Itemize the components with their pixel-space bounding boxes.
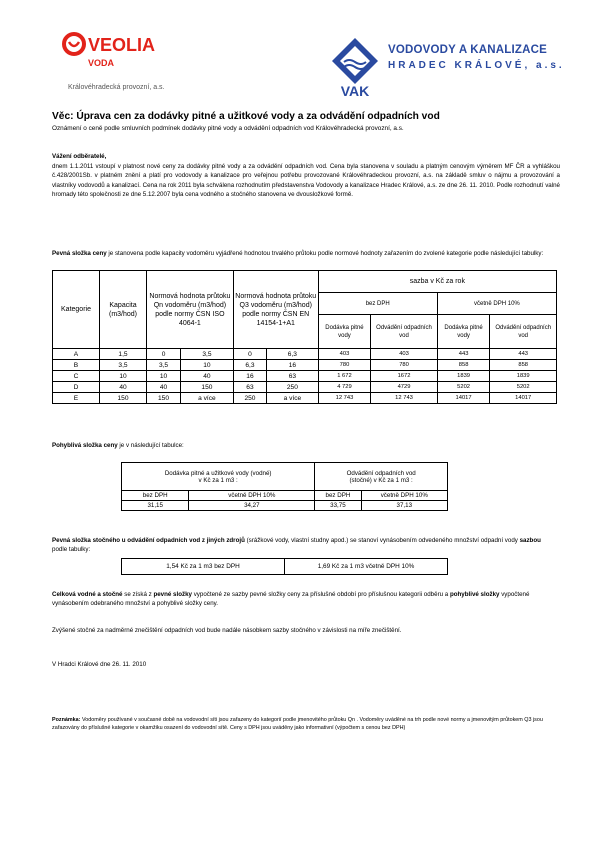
total-label2: pevné složky xyxy=(153,591,192,598)
table-cell: C xyxy=(53,371,100,382)
document-title: Věc: Úprava cen za dodávky pitné a užitkové vody a za odvádění odpadních vod xyxy=(52,111,440,122)
table-cell: 780 xyxy=(371,360,438,371)
th-drain: Odvádění odpadních vod xyxy=(371,315,438,349)
table-cell: 40 xyxy=(181,371,234,382)
total-label1: Celková vodné a stočné xyxy=(52,591,123,598)
table-cell: 1 672 xyxy=(318,371,371,382)
vak-logo-text: VAK xyxy=(340,83,370,98)
fixed-part-label: Pevná složka ceny xyxy=(52,250,107,257)
table-cell: 1,5 xyxy=(100,349,147,360)
sewerage-text2: podle tabulky: xyxy=(52,546,91,554)
th-rate: sazba v Kč za rok xyxy=(318,271,556,293)
table-cell: 150 xyxy=(147,393,181,404)
table-cell: 5202 xyxy=(490,382,557,393)
veolia-brand-text: VEOLIA xyxy=(88,35,156,55)
sewerage-label: Pevná složka stočného u odvádění odpadních vod z jiných zdrojů xyxy=(52,537,245,544)
table-cell: 858 xyxy=(490,360,557,371)
table-cell: 16 xyxy=(233,371,266,382)
sewerage-other-sources-intro xyxy=(52,536,557,555)
greeting: Vážení odběratelé, xyxy=(52,153,107,160)
variable-rate-table xyxy=(121,462,448,511)
table-cell: 0 xyxy=(233,349,266,360)
table-cell: 1839 xyxy=(437,371,490,382)
th-qn: Normová hodnota průtoku Qn vodoměru (m3/hod) podle normy ČSN ISO 4064-1 xyxy=(147,271,234,349)
th-q3: Normová hodnota průtoku Q3 vodoměru (m3/hod) podle normy ČSN EN 14154-1+A1 xyxy=(233,271,318,349)
th-water-supply-line1: Dodávka pitné a užitkové vody (vodné) xyxy=(164,469,272,477)
table-cell: E xyxy=(53,393,100,404)
table-cell: B xyxy=(53,360,100,371)
table-cell: 63 xyxy=(233,382,266,393)
value-cell: 37,13 xyxy=(361,501,447,511)
rate-with-vat: 1,69 Kč za 1 m3 včetně DPH 10% xyxy=(285,559,448,575)
table-cell: 10 xyxy=(147,371,181,382)
value-cell: 31,15 xyxy=(122,501,189,511)
table-cell: 12 743 xyxy=(371,393,438,404)
table-cell: 4 729 xyxy=(318,382,371,393)
table-cell: 0 xyxy=(147,349,181,360)
table-cell: 14017 xyxy=(490,393,557,404)
th-category: Kategorie xyxy=(53,271,100,349)
fixed-rate-table xyxy=(52,270,557,404)
table-cell: 4729 xyxy=(371,382,438,393)
veolia-sub-text: VODA xyxy=(88,58,115,68)
table-cell: 12 743 xyxy=(318,393,371,404)
fixed-part-intro xyxy=(52,249,552,258)
th-sewerage-line1: Odvádění odpadních vod xyxy=(346,469,416,477)
table-cell: 6,3 xyxy=(267,349,319,360)
table-cell: 858 xyxy=(437,360,490,371)
th-capacity: Kapacita (m3/hod) xyxy=(100,271,147,349)
th-col: včetně DPH 10% xyxy=(361,491,447,501)
th-drain: Odvádění odpadních vod xyxy=(490,315,557,349)
veolia-logo xyxy=(60,30,170,72)
th-col: včetně DPH 10% xyxy=(189,491,315,501)
table-cell: D xyxy=(53,382,100,393)
vak-logo xyxy=(330,36,380,98)
table-cell: a více xyxy=(181,393,234,404)
veolia-company-name: Královéhradecká provozní, a.s. xyxy=(68,84,165,91)
surcharge-paragraph: Zvýšené stočné za nadměrné znečištění odpadních vod bude nadále násobkem sazby stočného v závislosti na míře znečištění. xyxy=(52,627,402,634)
table-cell: 443 xyxy=(437,349,490,360)
vak-name-line2: HRADEC KRÁLOVÉ, a.s. xyxy=(388,60,565,71)
total-label3: pohyblivé složky xyxy=(449,591,500,598)
th-sewerage-line2: (stočné) v Kč za 1 m3 : xyxy=(349,476,413,484)
document-subtitle: Oznámení o ceně podle smluvních podmínek dodávky pitné vody a odvádění odpadních vod Královéhradecká provozní, a.s. xyxy=(52,125,404,132)
table-cell: a více xyxy=(267,393,319,404)
table-cell: 3,5 xyxy=(147,360,181,371)
value-cell: 33,75 xyxy=(315,501,361,511)
table-cell: 403 xyxy=(371,349,438,360)
variable-part-text: je v následující tabulce: xyxy=(117,442,184,449)
table-cell: 3,5 xyxy=(100,360,147,371)
variable-part-intro xyxy=(52,441,184,450)
footnote-label: Poznámka: xyxy=(52,717,81,723)
value-cell: 34,27 xyxy=(189,501,315,511)
th-water-supply xyxy=(122,463,315,491)
th-vat: včetně DPH 10% xyxy=(437,293,556,315)
table-cell: 1839 xyxy=(490,371,557,382)
th-col: bez DPH xyxy=(315,491,361,501)
th-no-vat: bez DPH xyxy=(318,293,437,315)
th-water-supply-line2: v Kč za 1 m3 : xyxy=(198,476,238,484)
table-cell: 150 xyxy=(100,393,147,404)
table-row xyxy=(53,382,557,393)
table-row xyxy=(53,371,557,382)
table-cell: 10 xyxy=(181,360,234,371)
total-text1: se získá z xyxy=(122,591,154,598)
table-cell: 443 xyxy=(490,349,557,360)
table-cell: 40 xyxy=(147,382,181,393)
footnote-text: Vodoměry používané v současné době na vodovodní síti jsou zařazeny do kategorií podle jmenovitého průtoku Qn . Vodoměry uváděné na trh podle nové normy a jmenovitým průtokem Q3 jsou zařazovány do příslušné kategorie v okamžiku osazení do vodovodní sítě. Ceny s DPH jsou uváděny jako informativní (výpočtem s cenou bez DPH) xyxy=(52,717,543,731)
table-row xyxy=(53,360,557,371)
table-cell: 40 xyxy=(100,382,147,393)
vak-name-line1: VODOVODY A KANALIZACE xyxy=(388,44,548,56)
variable-part-label: Pohyblivá složka ceny xyxy=(52,442,118,449)
table-row xyxy=(53,393,557,404)
table-cell: 250 xyxy=(233,393,266,404)
rate-no-vat: 1,54 Kč za 1 m3 bez DPH xyxy=(122,559,285,575)
sewerage-label2: sazbou xyxy=(519,537,541,544)
table-cell: 5202 xyxy=(437,382,490,393)
place-and-date: V Hradci Králové dne 26. 11. 2010 xyxy=(52,661,147,668)
table-cell: 1672 xyxy=(371,371,438,382)
fixed-part-text: je stanovena podle kapacity vodoměru vyjádřené hodnotou trvalého průtoku podle normové hodnoty zařazením do zvolené kategorie podle následující tabulky: xyxy=(106,250,544,257)
table-cell: A xyxy=(53,349,100,360)
table-cell: 403 xyxy=(318,349,371,360)
total-text2: vypočtené ze sazby pevné složky ceny za příslušné období pro příslušnou kategorii odběru a xyxy=(191,591,450,598)
total-text3: vypočtené vynásobením odebraného množství a pohyblivé složky ceny. xyxy=(52,591,530,608)
th-supply: Dodávka pitné vody xyxy=(318,315,371,349)
intro-paragraph: dnem 1.1.2011 vstoupí v platnost nové ceny za dodávky pitné vody a za odvádění odpadních vod. Cena byla stanovena v souladu a platným cenovým výměrem MF ČR a vyhláškou č.428/2001Sb. v platném znění a platí pro vodovody a kanalizace pro veřejnou potřebu provozované Královéhradeckou provozní, a.s. na základě smluv o nájmu a provozování a vlastníky vodovodů a kanalizací. Cena na rok 2011 byla schválena rozhodnutím představenstva Vodovody a kanalizace Hradec Králové, a.s. ze dne 26. 11. 2010. Podle rozhodnutí valné hromady této společnosti ze dne 5.12.2007 byla cena vodného a stočného stanovena ve dvousložkové formě. xyxy=(52,163,560,199)
table-row xyxy=(53,349,557,360)
footnote xyxy=(52,716,562,732)
table-cell: 3,5 xyxy=(181,349,234,360)
total-paragraph xyxy=(52,590,557,609)
th-sewerage xyxy=(315,463,448,491)
th-supply: Dodávka pitné vody xyxy=(437,315,490,349)
table-cell: 16 xyxy=(267,360,319,371)
th-col: bez DPH xyxy=(122,491,189,501)
table-cell: 250 xyxy=(267,382,319,393)
table-cell: 6,3 xyxy=(233,360,266,371)
table-cell: 780 xyxy=(318,360,371,371)
sewerage-text1: (srážkové vody, vlastní studny apod.) se stanoví vynásobením odvedeného množství odpadní vody xyxy=(244,537,520,544)
table-cell: 150 xyxy=(181,382,234,393)
table-cell: 10 xyxy=(100,371,147,382)
table-cell: 14017 xyxy=(437,393,490,404)
table-cell: 63 xyxy=(267,371,319,382)
sewerage-rate-table xyxy=(121,558,448,575)
